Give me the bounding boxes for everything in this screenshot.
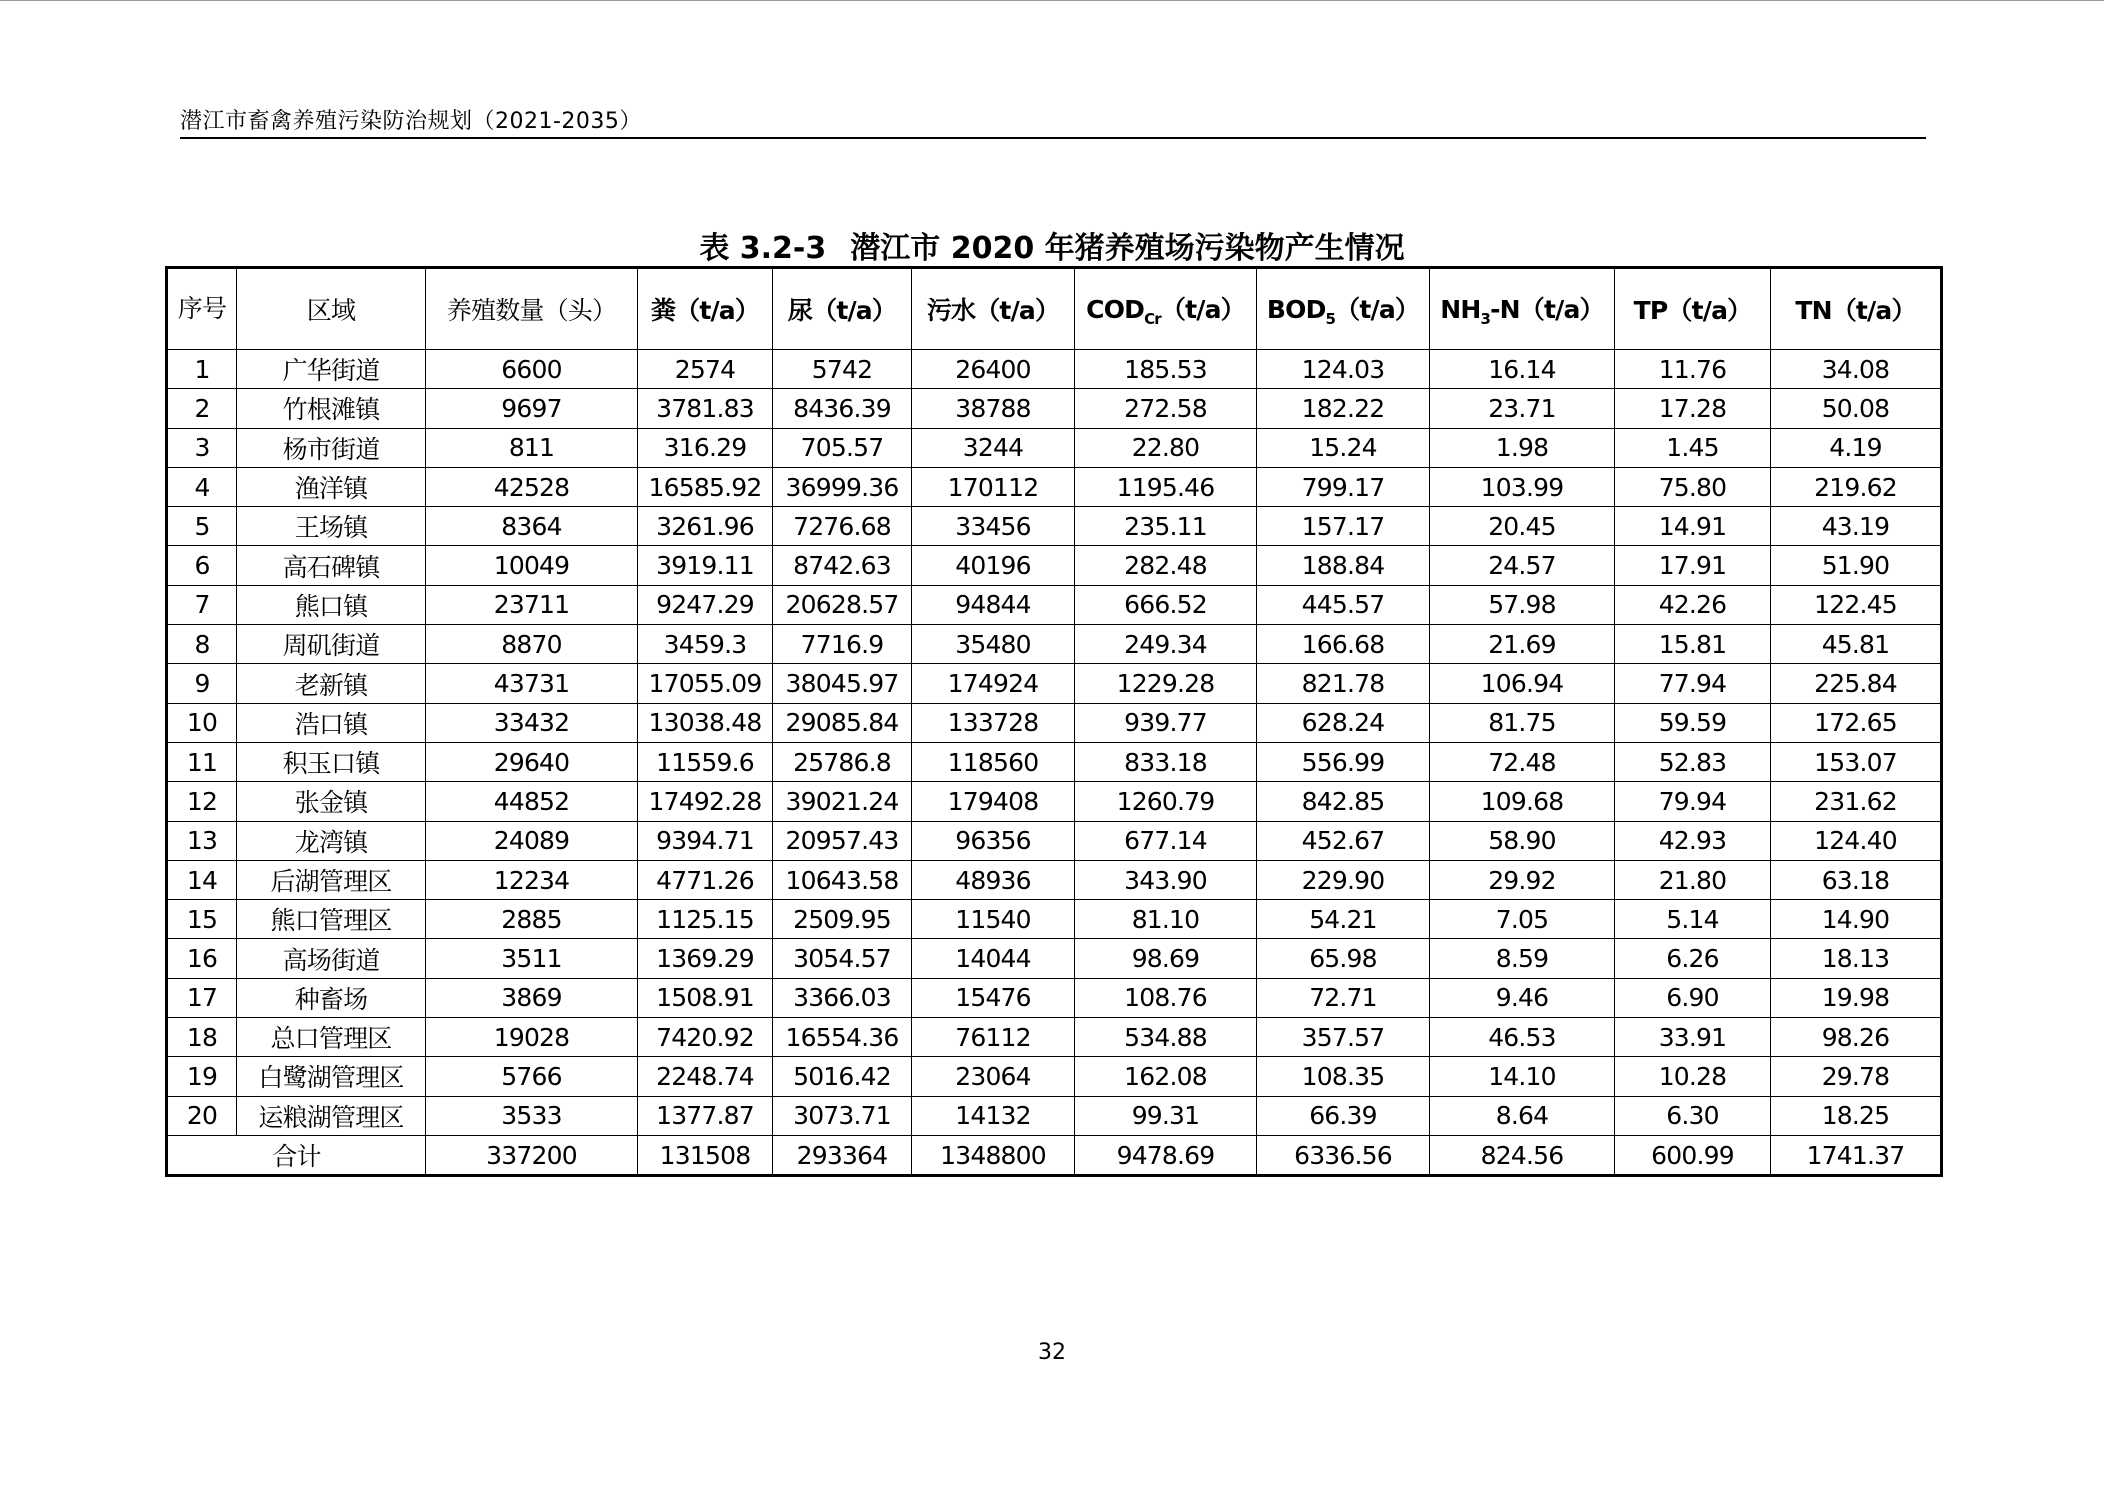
table-cell: 3781.83 [638,389,773,428]
table-cell: 170112 [912,467,1075,506]
table-cell: 44852 [426,782,638,821]
table-row [167,860,1942,899]
table-cell: 52.83 [1615,742,1771,781]
table-cell: 99.31 [1075,1096,1257,1135]
table-cell: 182.22 [1257,389,1430,428]
table-cell: 40196 [912,546,1075,585]
table-cell: 38045.97 [773,664,912,703]
table-cell: 231.62 [1771,782,1942,821]
table-row [167,546,1942,585]
table-body [167,350,1942,1136]
table-cell: 108.76 [1075,978,1257,1017]
table-cell: 172.65 [1771,703,1942,742]
table-cell: 58.90 [1430,821,1615,860]
table-cell: 9697 [426,389,638,428]
table-cell: 9394.71 [638,821,773,860]
table-cell: 122.45 [1771,585,1942,624]
table-cell: 5016.42 [773,1057,912,1096]
table-row [167,978,1942,1017]
table-cell: 3533 [426,1096,638,1135]
row-region: 王场镇 [237,507,426,546]
table-cell: 14044 [912,939,1075,978]
table-cell: 50.08 [1771,389,1942,428]
row-seq: 17 [167,978,237,1017]
table-cell: 157.17 [1257,507,1430,546]
table-cell: 17055.09 [638,664,773,703]
header-sewage: 污水（t/a） [912,268,1075,350]
table-cell: 8.59 [1430,939,1615,978]
table-cell: 10049 [426,546,638,585]
table-cell: 34.08 [1771,350,1942,389]
table-cell: 666.52 [1075,585,1257,624]
header-tn: TN（t/a） [1771,268,1942,350]
row-region: 杨市街道 [237,428,426,467]
table-cell: 1229.28 [1075,664,1257,703]
row-region: 高石碑镇 [237,546,426,585]
table-cell: 21.69 [1430,625,1615,664]
table-cell: 15476 [912,978,1075,1017]
table-cell: 18.25 [1771,1096,1942,1135]
table-cell: 25786.8 [773,742,912,781]
table-cell: 188.84 [1257,546,1430,585]
table-cell: 219.62 [1771,467,1942,506]
table-cell: 14.90 [1771,900,1942,939]
table-cell: 77.94 [1615,664,1771,703]
table-cell: 79.94 [1615,782,1771,821]
table-cell: 1369.29 [638,939,773,978]
table-cell: 23064 [912,1057,1075,1096]
table-cell: 3511 [426,939,638,978]
table-cell: 3919.11 [638,546,773,585]
header-rule [180,137,1926,139]
table-cell: 1.45 [1615,428,1771,467]
table-cell: 7716.9 [773,625,912,664]
table-cell: 445.57 [1257,585,1430,624]
table-cell: 6600 [426,350,638,389]
row-region: 张金镇 [237,782,426,821]
table-cell: 81.10 [1075,900,1257,939]
table-cell: 12234 [426,860,638,899]
table-cell: 96356 [912,821,1075,860]
table-cell: 15.24 [1257,428,1430,467]
row-region: 白鹭湖管理区 [237,1057,426,1096]
table-cell: 1377.87 [638,1096,773,1135]
table-cell: 16.14 [1430,350,1615,389]
table-cell: 2509.95 [773,900,912,939]
table-row [167,467,1942,506]
table-cell: 14132 [912,1096,1075,1135]
table-cell: 17.91 [1615,546,1771,585]
header-manure: 粪（t/a） [638,268,773,350]
row-seq: 14 [167,860,237,899]
table-cell: 1125.15 [638,900,773,939]
table-cell: 94844 [912,585,1075,624]
table-cell: 235.11 [1075,507,1257,546]
total-cell: 824.56 [1430,1135,1615,1175]
table-cell: 108.35 [1257,1057,1430,1096]
table-cell: 23.71 [1430,389,1615,428]
table-cell: 81.75 [1430,703,1615,742]
header-region: 区域 [237,268,426,350]
row-region: 广华街道 [237,350,426,389]
table-row [167,1057,1942,1096]
header-tp: TP（t/a） [1615,268,1771,350]
table-cell: 26400 [912,350,1075,389]
table-cell: 18.13 [1771,939,1942,978]
row-seq: 6 [167,546,237,585]
table-row [167,1096,1942,1135]
row-seq: 3 [167,428,237,467]
table-row [167,350,1942,389]
table-cell: 20957.43 [773,821,912,860]
table-cell: 799.17 [1257,467,1430,506]
total-cell: 6336.56 [1257,1135,1430,1175]
table-cell: 174924 [912,664,1075,703]
table-row [167,703,1942,742]
table-cell: 3073.71 [773,1096,912,1135]
table-cell: 124.40 [1771,821,1942,860]
table-cell: 6.26 [1615,939,1771,978]
row-region: 高场街道 [237,939,426,978]
table-cell: 225.84 [1771,664,1942,703]
table-cell: 106.94 [1430,664,1615,703]
header-bod: $BOD_5(t/a)$ [1257,268,1430,350]
table-cell: 109.68 [1430,782,1615,821]
table-cell: 33.91 [1615,1018,1771,1057]
table-cell: 8.64 [1430,1096,1615,1135]
table-cell: 16585.92 [638,467,773,506]
row-region: 竹根滩镇 [237,389,426,428]
table-cell: 24.57 [1430,546,1615,585]
table-cell: 4.19 [1771,428,1942,467]
table-cell: 11.76 [1615,350,1771,389]
table-row [167,1018,1942,1057]
table-cell: 20.45 [1430,507,1615,546]
table-cell: 76112 [912,1018,1075,1057]
table-cell: 3261.96 [638,507,773,546]
header-nh3n: $NH_3-N(t/a)$ [1430,268,1615,350]
row-region: 周矶街道 [237,625,426,664]
table-cell: 118560 [912,742,1075,781]
table-cell: 5766 [426,1057,638,1096]
row-region: 熊口管理区 [237,900,426,939]
row-seq: 2 [167,389,237,428]
table-row [167,625,1942,664]
table-cell: 43.19 [1771,507,1942,546]
total-cell: 1348800 [912,1135,1075,1175]
table-cell: 63.18 [1771,860,1942,899]
header-cod: $COD_{Cr}(t/a)$ [1075,268,1257,350]
row-seq: 13 [167,821,237,860]
table-cell: 1195.46 [1075,467,1257,506]
header-seq: 序号 [167,268,237,350]
table-cell: 51.90 [1771,546,1942,585]
table-cell: 66.39 [1257,1096,1430,1135]
table-cell: 29085.84 [773,703,912,742]
table-cell: 6.90 [1615,978,1771,1017]
table-cell: 9247.29 [638,585,773,624]
table-cell: 10.28 [1615,1057,1771,1096]
table-cell: 42.26 [1615,585,1771,624]
page-number: 32 [1038,1340,1066,1365]
table-cell: 5.14 [1615,900,1771,939]
table-cell: 1.98 [1430,428,1615,467]
table-cell: 7276.68 [773,507,912,546]
table-row [167,939,1942,978]
table-cell: 19028 [426,1018,638,1057]
table-cell: 133728 [912,703,1075,742]
table-row [167,664,1942,703]
row-region: 浩口镇 [237,703,426,742]
table-cell: 98.26 [1771,1018,1942,1057]
table-cell: 3054.57 [773,939,912,978]
table-cell: 15.81 [1615,625,1771,664]
table-cell: 811 [426,428,638,467]
table-cell: 20628.57 [773,585,912,624]
row-seq: 8 [167,625,237,664]
table-cell: 14.10 [1430,1057,1615,1096]
row-seq: 7 [167,585,237,624]
table-cell: 43731 [426,664,638,703]
table-cell: 8436.39 [773,389,912,428]
table-cell: 842.85 [1257,782,1430,821]
table-cell: 7420.92 [638,1018,773,1057]
total-cell: 131508 [638,1135,773,1175]
table-cell: 677.14 [1075,821,1257,860]
table-cell: 534.88 [1075,1018,1257,1057]
total-cell: 600.99 [1615,1135,1771,1175]
table-cell: 23711 [426,585,638,624]
total-cell: 337200 [426,1135,638,1175]
row-seq: 18 [167,1018,237,1057]
table-cell: 166.68 [1257,625,1430,664]
table-cell: 24089 [426,821,638,860]
table-cell: 179408 [912,782,1075,821]
table-cell: 8364 [426,507,638,546]
table-cell: 14.91 [1615,507,1771,546]
table-cell: 46.53 [1430,1018,1615,1057]
row-seq: 5 [167,507,237,546]
table-cell: 316.29 [638,428,773,467]
table-cell: 16554.36 [773,1018,912,1057]
table-cell: 59.59 [1615,703,1771,742]
table-cell: 42528 [426,467,638,506]
table-cell: 57.98 [1430,585,1615,624]
table-cell: 6.30 [1615,1096,1771,1135]
table-cell: 343.90 [1075,860,1257,899]
table-row [167,742,1942,781]
table-cell: 1260.79 [1075,782,1257,821]
table-cell: 29640 [426,742,638,781]
row-seq: 10 [167,703,237,742]
table-cell: 229.90 [1257,860,1430,899]
row-seq: 11 [167,742,237,781]
table-cell: 54.21 [1257,900,1430,939]
row-seq: 19 [167,1057,237,1096]
table-cell: 10643.58 [773,860,912,899]
table-row [167,585,1942,624]
table-cell: 162.08 [1075,1057,1257,1096]
table-cell: 833.18 [1075,742,1257,781]
table-cell: 2885 [426,900,638,939]
table-caption [0,223,2104,267]
table-title: 潜江市 2020 年猪养殖场污染物产生情况 [850,231,1405,266]
table-cell: 72.48 [1430,742,1615,781]
table-cell: 22.80 [1075,428,1257,467]
total-cell: 9478.69 [1075,1135,1257,1175]
table-cell: 939.77 [1075,703,1257,742]
table-cell: 1508.91 [638,978,773,1017]
row-region: 熊口镇 [237,585,426,624]
table-cell: 3366.03 [773,978,912,1017]
table-cell: 556.99 [1257,742,1430,781]
table-cell: 2248.74 [638,1057,773,1096]
row-region: 种畜场 [237,978,426,1017]
table-cell: 11540 [912,900,1075,939]
table-cell: 29.92 [1430,860,1615,899]
table-cell: 17.28 [1615,389,1771,428]
row-region: 渔洋镇 [237,467,426,506]
table-cell: 357.57 [1257,1018,1430,1057]
table-row [167,821,1942,860]
page-top-border [0,0,2104,1]
table-row [167,900,1942,939]
row-seq: 16 [167,939,237,978]
row-seq: 1 [167,350,237,389]
table-cell: 3459.3 [638,625,773,664]
table-cell: 3869 [426,978,638,1017]
header-urine: 尿（t/a） [773,268,912,350]
table-cell: 11559.6 [638,742,773,781]
table-cell: 821.78 [1257,664,1430,703]
table-cell: 65.98 [1257,939,1430,978]
total-label: 合计 [167,1135,426,1175]
row-region: 老新镇 [237,664,426,703]
row-seq: 12 [167,782,237,821]
table-row [167,428,1942,467]
table-cell: 75.80 [1615,467,1771,506]
table-cell: 7.05 [1430,900,1615,939]
table-cell: 33432 [426,703,638,742]
header-count: 养殖数量（头） [426,268,638,350]
table-cell: 153.07 [1771,742,1942,781]
table-cell: 282.48 [1075,546,1257,585]
row-region: 龙湾镇 [237,821,426,860]
table-number: 表 3.2-3 [699,231,827,266]
table-cell: 33456 [912,507,1075,546]
row-seq: 15 [167,900,237,939]
table-row [167,782,1942,821]
table-header-row [167,268,1942,350]
total-cell: 1741.37 [1771,1135,1942,1175]
table-cell: 272.58 [1075,389,1257,428]
table-cell: 9.46 [1430,978,1615,1017]
table-cell: 38788 [912,389,1075,428]
table-cell: 8870 [426,625,638,664]
table-cell: 103.99 [1430,467,1615,506]
table-cell: 3244 [912,428,1075,467]
table-cell: 72.71 [1257,978,1430,1017]
table-cell: 35480 [912,625,1075,664]
table-cell: 39021.24 [773,782,912,821]
row-region: 后湖管理区 [237,860,426,899]
table-cell: 13038.48 [638,703,773,742]
running-header: 潜江市畜禽养殖污染防治规划（2021-2035） [180,109,642,134]
row-seq: 4 [167,467,237,506]
table-cell: 185.53 [1075,350,1257,389]
pollution-table [165,266,1943,1177]
row-region: 积玉口镇 [237,742,426,781]
table-cell: 98.69 [1075,939,1257,978]
table-cell: 705.57 [773,428,912,467]
table-cell: 17492.28 [638,782,773,821]
table-cell: 42.93 [1615,821,1771,860]
table-cell: 452.67 [1257,821,1430,860]
total-cell: 293364 [773,1135,912,1175]
table-row [167,507,1942,546]
table-cell: 21.80 [1615,860,1771,899]
table-cell: 8742.63 [773,546,912,585]
table-cell: 628.24 [1257,703,1430,742]
table-cell: 48936 [912,860,1075,899]
table-cell: 29.78 [1771,1057,1942,1096]
table-cell: 19.98 [1771,978,1942,1017]
total-row [167,1135,1942,1175]
row-region: 总口管理区 [237,1018,426,1057]
table-cell: 4771.26 [638,860,773,899]
table-cell: 36999.36 [773,467,912,506]
table-cell: 124.03 [1257,350,1430,389]
table-cell: 45.81 [1771,625,1942,664]
row-seq: 9 [167,664,237,703]
row-seq: 20 [167,1096,237,1135]
table-cell: 2574 [638,350,773,389]
table-row [167,389,1942,428]
row-region: 运粮湖管理区 [237,1096,426,1135]
table-cell: 5742 [773,350,912,389]
table-cell: 249.34 [1075,625,1257,664]
